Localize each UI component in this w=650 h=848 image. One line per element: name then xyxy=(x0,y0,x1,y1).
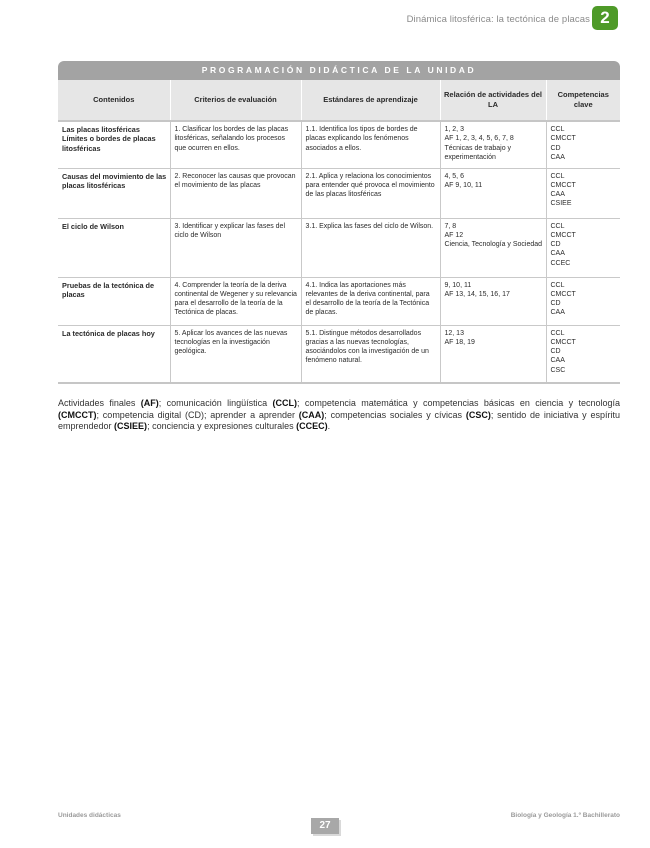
legend-text: ; competencia digital (CD); aprender a aprender xyxy=(96,409,299,420)
competence-code: CMCCT xyxy=(550,231,576,239)
legend-abbr: (CCL) xyxy=(272,398,297,408)
cell-actividades xyxy=(440,325,546,383)
footer-right-label: Biología y Geología 1.º Bachillerato xyxy=(510,812,620,819)
competence-code: CAA xyxy=(550,153,565,161)
competence-code: CAA xyxy=(550,250,565,258)
cell-criterios: 5. Aplicar los avances de las nuevas tecnologías en la investigación geológica. xyxy=(170,325,301,383)
column-header-contenidos: Contenidos xyxy=(58,80,170,121)
column-header-criterios: Criterios de evaluación xyxy=(170,80,301,121)
competence-code: CCL xyxy=(550,281,565,289)
legend-abbr: (CAA) xyxy=(298,409,325,420)
cell-criterios: 1. Clasificar los bordes de las placas litosféricas, señalando los procesos que ocurren en ellos. xyxy=(170,121,301,168)
competence-code: CMCCT xyxy=(550,135,576,143)
legend-abbr: (CSC) xyxy=(465,409,491,420)
legend-text: ; competencia matemática y competencias básicas en ciencia y tecnología xyxy=(296,398,621,408)
chapter-number-badge: 2 xyxy=(592,6,618,30)
cell-criterios: 3. Identificar y explicar las fases del ciclo de Wilson xyxy=(170,218,301,277)
footer-left-label: Unidades didácticas xyxy=(58,812,121,819)
competence-code: CMCCT xyxy=(550,290,576,298)
legend-abbr: (CCEC) xyxy=(296,421,328,432)
competence-code: CAA xyxy=(550,309,565,317)
competence-code: CSC xyxy=(550,366,566,374)
competence-code: CAA xyxy=(550,191,565,199)
competence-code: CCL xyxy=(550,126,565,133)
legend-abbr: (CMCCT) xyxy=(58,409,97,420)
legend-abbr: (CSIEE) xyxy=(114,421,148,432)
legend-text: . xyxy=(327,421,331,432)
table-row xyxy=(58,121,620,168)
legend-abbr: (AF) xyxy=(140,398,159,408)
column-header-estandares: Estándares de aprendizaje xyxy=(301,80,440,121)
competence-code: CD xyxy=(550,144,561,152)
cell-estandares: 4.1. Indica las aportaciones más relevantes de la deriva continental, para el desarrollo de la teoría de la Tectónica de placas. xyxy=(301,277,440,325)
cell-actividades xyxy=(440,218,546,277)
legend-text: ; sentido de iniciativa y espíritu emprendedor xyxy=(58,409,620,432)
legend-text: ; comunicación lingüística xyxy=(158,398,273,408)
activity-line: 7, 8 xyxy=(444,222,457,230)
competence-code: CSIEE xyxy=(550,200,572,208)
cell-contenidos: El ciclo de Wilson xyxy=(58,218,170,277)
cell-contenidos: Causas del movimiento de las placas litosféricas xyxy=(58,168,170,218)
competence-code: CD xyxy=(550,348,561,356)
cell-actividades xyxy=(440,277,546,325)
abbreviations-legend xyxy=(58,398,620,433)
cell-estandares: 3.1. Explica las fases del ciclo de Wilson. xyxy=(301,218,440,277)
activity-line: 12, 13 xyxy=(444,329,464,337)
competence-code: CCL xyxy=(550,172,565,180)
page-number: 27 xyxy=(311,818,339,834)
table-row xyxy=(58,325,620,383)
activity-line: 9, 10, 11 xyxy=(444,281,472,289)
competence-code: CCL xyxy=(550,222,565,230)
activity-line: AF 9, 10, 11 xyxy=(444,181,483,189)
table-banner: PROGRAMACIÓN DIDÁCTICA DE LA UNIDAD xyxy=(58,61,620,80)
cell-contenidos: La tectónica de placas hoy xyxy=(58,325,170,383)
cell-contenidos: Las placas litosféricas Límites o bordes de placas litosféricas xyxy=(58,121,170,168)
cell-actividades xyxy=(440,168,546,218)
activity-line: AF 13, 14, 15, 16, 17 xyxy=(444,290,510,298)
cell-competencias xyxy=(546,277,620,325)
competence-code: CMCCT xyxy=(550,181,576,189)
cell-estandares: 2.1. Aplica y relaciona los conocimientos para entender qué provoca el movimiento de las placas litosféricas xyxy=(301,168,440,218)
programming-grid xyxy=(58,80,620,384)
cell-actividades xyxy=(440,121,546,168)
programming-table xyxy=(58,61,620,384)
competence-code: CAA xyxy=(550,357,565,365)
activity-line: AF 12 xyxy=(444,231,464,239)
competence-code: CD xyxy=(550,300,561,308)
table-row xyxy=(58,277,620,325)
activity-line: Ciencia, Tecnología y Sociedad xyxy=(444,241,543,249)
cell-estandares: 5.1. Distingue métodos desarrollados gracias a las nuevas tecnologías, asociándolos con la investigación de un fenómeno natural. xyxy=(301,325,440,383)
cell-estandares: 1.1. Identifica los tipos de bordes de placas explicando los fenómenos asociados a ellos. xyxy=(301,121,440,168)
competence-code: CD xyxy=(550,241,561,249)
cell-competencias xyxy=(546,121,620,168)
table-row xyxy=(58,168,620,218)
competence-code: CCEC xyxy=(550,259,571,267)
competence-code: CMCCT xyxy=(550,338,576,346)
column-header-actividades: Relación de actividades del LA xyxy=(440,80,546,121)
column-header-competencias: Competencias clave xyxy=(546,80,620,121)
activity-line: 4, 5, 6 xyxy=(444,172,464,180)
legend-text: ; competencias sociales y cívicas xyxy=(324,409,466,420)
table-header-row xyxy=(58,80,620,121)
activity-line: AF 1, 2, 3, 4, 5, 6, 7, 8 xyxy=(444,135,514,143)
cell-competencias xyxy=(546,168,620,218)
cell-competencias xyxy=(546,325,620,383)
cell-criterios: 4. Comprender la teoría de la deriva continental de Wegener y su relevancia para el desarrollo de la teoría de la Tectónica de placas. xyxy=(170,277,301,325)
activity-line: 1, 2, 3 xyxy=(444,126,464,133)
table-row xyxy=(58,218,620,277)
legend-text: Actividades finales xyxy=(58,398,141,408)
cell-competencias xyxy=(546,218,620,277)
cell-contenidos: Pruebas de la tectónica de placas xyxy=(58,277,170,325)
activity-line: AF 18, 19 xyxy=(444,338,475,346)
legend-text: ; conciencia y expresiones culturales xyxy=(147,421,297,432)
competence-code: CCL xyxy=(550,329,565,337)
activity-line: Técnicas de trabajo y experimentación xyxy=(444,144,512,161)
cell-criterios: 2. Reconocer las causas que provocan el movimiento de las placas xyxy=(170,168,301,218)
running-head-title: Dinámica litosférica: la tectónica de placas xyxy=(406,14,590,25)
